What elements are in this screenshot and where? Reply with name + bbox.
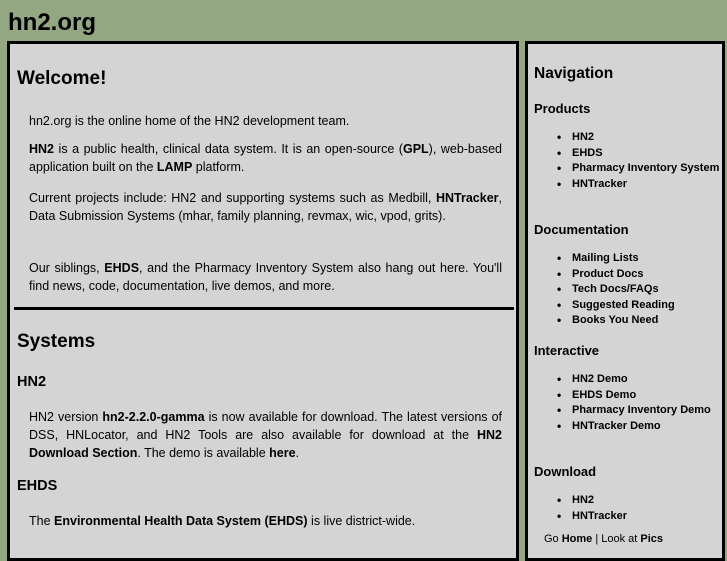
nav-list-download: [534, 493, 722, 524]
nav-item-download-hntracker[interactable]: [534, 509, 722, 525]
text: HN2 version: [29, 410, 103, 424]
text: , Data Submission Systems (mhar, family planning, revmax, wic, vpod, grits).: [29, 191, 502, 223]
nav-item-product-docs[interactable]: [534, 267, 722, 283]
siblings-paragraph: [29, 259, 502, 295]
nav-item-label: HNTracker: [572, 177, 628, 190]
text: The: [29, 514, 55, 528]
nav-item-books-you-need[interactable]: [534, 313, 722, 329]
text: Go: [544, 533, 562, 545]
text: is now available for download. The latest versions of DSS, HNLocator, and HN2 Tools are also available for download at the: [29, 410, 503, 442]
nav-heading-download: Download: [534, 464, 597, 479]
hn2-term: HN2: [29, 142, 55, 156]
hn2-heading: HN2: [17, 374, 47, 390]
gpl-term: GPL: [402, 142, 429, 156]
text: Current projects include: HN2 and supporting systems such as Medbill,: [29, 191, 436, 205]
nav-item-label: EHDS: [572, 146, 603, 159]
nav-item-label: Tech Docs/FAQs: [572, 283, 659, 295]
systems-heading: Systems: [17, 331, 96, 352]
text: ), web-based application built on the: [29, 142, 502, 174]
nav-item-hntracker[interactable]: [534, 177, 722, 193]
text: . The demo is available: [137, 446, 270, 460]
nav-heading-interactive: Interactive: [534, 343, 600, 358]
download-section-link[interactable]: HN2 Download Section: [29, 428, 502, 460]
nav-footer: [544, 533, 663, 545]
nav-item-label: HN2: [572, 131, 595, 143]
site-title: hn2.org: [8, 9, 96, 36]
nav-item-label: Product Docs: [572, 267, 644, 280]
nav-item-download-hn2[interactable]: [534, 493, 722, 509]
text: , and the Pharmacy Inventory System also hang out here. You'll find news, code, documentation, live demos, and more.: [29, 261, 502, 293]
hntracker-term: HNTracker: [435, 191, 499, 205]
nav-item-label: Mailing Lists: [572, 252, 639, 264]
nav-item-label: HNTracker Demo: [572, 419, 661, 432]
nav-item-label: HN2 Demo: [572, 373, 628, 385]
ehds-heading: EHDS: [17, 478, 58, 494]
nav-item-hn2[interactable]: [534, 130, 722, 146]
text: is a public health, clinical data system. It is an open-source (: [54, 142, 403, 156]
pics-link[interactable]: Pics: [640, 533, 664, 545]
main-content-panel: [7, 41, 519, 561]
nav-item-hntracker-demo[interactable]: [534, 419, 722, 435]
text: .: [295, 446, 300, 460]
welcome-heading: Welcome!: [17, 68, 107, 89]
nav-item-pharmacy-inventory-demo[interactable]: [534, 403, 722, 419]
projects-paragraph: [29, 189, 502, 225]
nav-item-mailing-lists[interactable]: [534, 251, 722, 267]
nav-item-label: HN2: [572, 494, 595, 506]
text: | Look at: [592, 533, 641, 545]
ehds-link[interactable]: Environmental Health Data System (EHDS): [54, 514, 308, 528]
hn2-description-paragraph: [29, 140, 502, 176]
nav-item-label: EHDS Demo: [572, 388, 637, 401]
ehds-paragraph: [29, 512, 502, 530]
lamp-term: LAMP: [156, 160, 193, 174]
nav-item-pharmacy-inventory-system[interactable]: [534, 161, 722, 177]
nav-heading-products: Products: [534, 101, 591, 116]
text: platform.: [192, 160, 245, 174]
ehds-term: EHDS: [104, 261, 140, 275]
nav-item-ehds[interactable]: [534, 146, 722, 162]
nav-item-tech-docs[interactable]: [534, 282, 722, 298]
demo-here-link[interactable]: here: [269, 446, 296, 460]
nav-list-interactive: [534, 372, 722, 434]
intro-paragraph: hn2.org is the online home of the HN2 development team.: [29, 114, 350, 128]
navigation-panel: [525, 41, 725, 561]
nav-item-label: Suggested Reading: [572, 298, 675, 311]
home-link[interactable]: Home: [561, 533, 593, 545]
section-divider: [14, 307, 514, 310]
nav-item-label: Pharmacy Inventory System: [572, 162, 720, 174]
hn2-release-paragraph: [29, 408, 502, 462]
nav-item-label: HNTracker: [572, 509, 628, 522]
nav-item-hn2-demo[interactable]: [534, 372, 722, 388]
nav-list-products: [534, 130, 722, 192]
navigation-title: Navigation: [534, 65, 614, 82]
text: Our siblings,: [29, 261, 105, 275]
version-label: hn2-2.2.0-gamma: [102, 410, 205, 424]
nav-item-ehds-demo[interactable]: [534, 388, 722, 404]
nav-item-label: Pharmacy Inventory Demo: [572, 404, 711, 416]
text: is live district-wide.: [307, 514, 416, 528]
nav-item-label: Books You Need: [572, 314, 659, 326]
nav-list-documentation: [534, 251, 722, 329]
nav-heading-documentation: Documentation: [534, 222, 629, 237]
nav-item-suggested-reading[interactable]: [534, 298, 722, 314]
